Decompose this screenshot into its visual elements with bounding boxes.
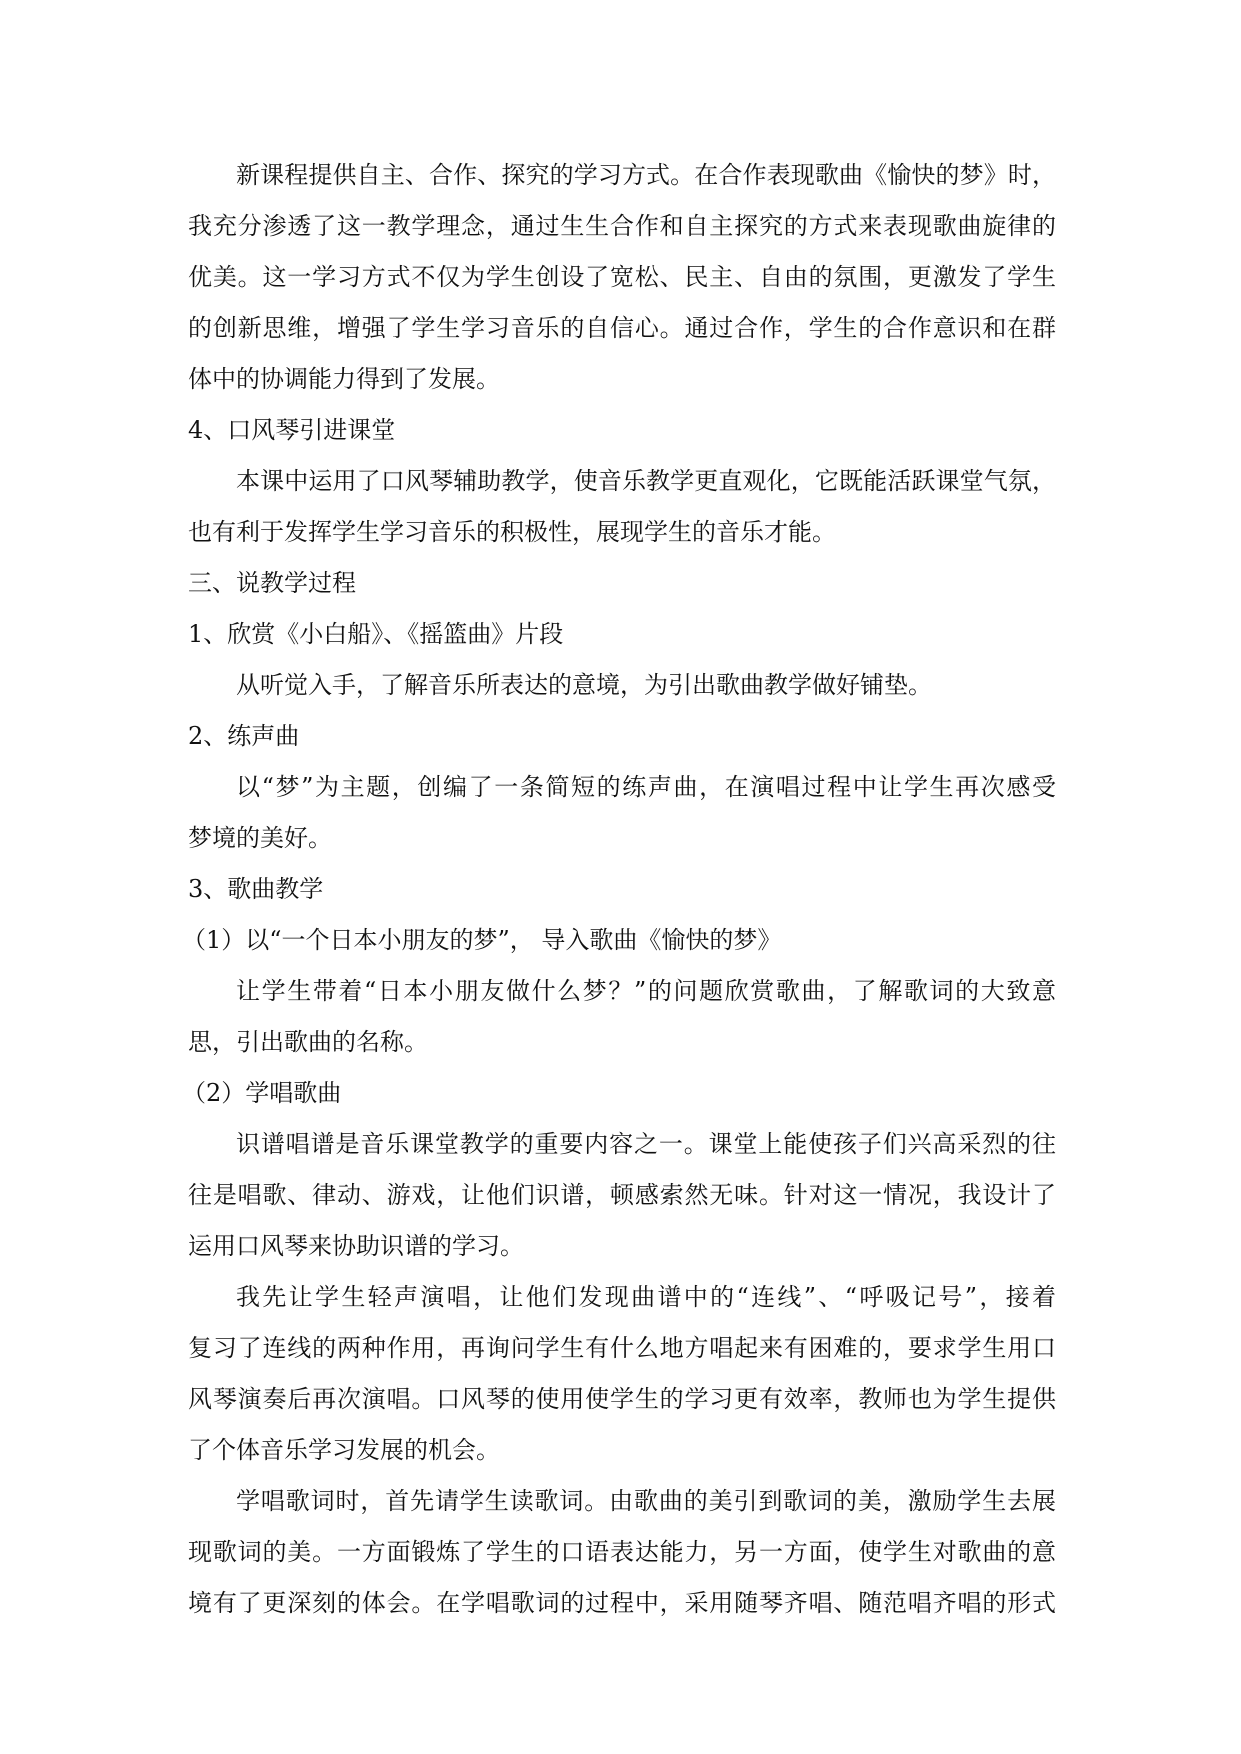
text-line: 新课程提供自主、合作、探究的学习方式。在合作表现歌曲《愉快的梦》时， <box>236 161 1056 189</box>
heading-harmonica: 4、口风琴引进课堂 <box>188 416 396 444</box>
text-line: 的创新思维，增强了学生学习音乐的自信心。通过合作，学生的合作意识和在群 <box>188 314 1056 342</box>
heading-song-teaching: 3、歌曲教学 <box>188 875 324 903</box>
text-line: 往是唱歌、律动、游戏，让他们识谱，顿感索然无味。针对这一情况，我设计了 <box>188 1181 1056 1209</box>
text-line: 也有利于发挥学生学习音乐的积极性，展现学生的音乐才能。 <box>188 518 836 546</box>
text-line: 风琴演奏后再次演唱。口风琴的使用使学生的学习更有效率，教师也为学生提供 <box>188 1385 1056 1413</box>
paragraph-cooperation <box>188 150 1056 405</box>
section-heading-teaching-process: 三、说教学过程 <box>188 569 356 597</box>
paragraph-vocal-exercise <box>188 762 1056 864</box>
text-line: 运用口风琴来协助识谱的学习。 <box>188 1232 524 1260</box>
paragraph-sight-reading <box>188 1119 1056 1272</box>
text-line: 体中的协调能力得到了发展。 <box>188 365 500 393</box>
subheading-learn-song: （2）学唱歌曲 <box>182 1079 342 1107</box>
heading-appreciation: 1、欣赏《小白船》、《摇篮曲》片段 <box>188 620 564 648</box>
text-line: 从听觉入手，了解音乐所表达的意境，为引出歌曲教学做好铺垫。 <box>236 671 932 699</box>
paragraph-appreciation <box>188 660 1056 711</box>
text-line: 境有了更深刻的体会。在学唱歌词的过程中，采用随琴齐唱、随范唱齐唱的形式 <box>188 1589 1056 1617</box>
heading-vocal-exercise: 2、练声曲 <box>188 722 300 750</box>
subheading-introduction: （1）以“一个日本小朋友的梦”， 导入歌曲《愉快的梦》 <box>182 926 782 954</box>
text-line: 复习了连线的两种作用，再询问学生有什么地方唱起来有困难的，要求学生用口 <box>188 1334 1056 1362</box>
text-line: 了个体音乐学习发展的机会。 <box>188 1436 500 1464</box>
text-line: 以“梦”为主题，创编了一条简短的练声曲，在演唱过程中让学生再次感受 <box>236 773 1056 801</box>
text-line: 梦境的美好。 <box>188 824 332 852</box>
text-line: 让学生带着“日本小朋友做什么梦？”的问题欣赏歌曲，了解歌词的大致意 <box>236 977 1056 1005</box>
paragraph-introduction <box>188 966 1056 1068</box>
text-line: 思，引出歌曲的名称。 <box>188 1028 428 1056</box>
text-line: 优美。这一学习方式不仅为学生创设了宽松、民主、自由的氛围，更激发了学生 <box>188 263 1056 291</box>
paragraph-soft-singing <box>188 1272 1056 1476</box>
text-line: 我充分渗透了这一教学理念，通过生生合作和自主探究的方式来表现歌曲旋律的 <box>188 212 1056 240</box>
text-line: 我先让学生轻声演唱，让他们发现曲谱中的“连线”、“呼吸记号”，接着 <box>236 1283 1056 1311</box>
text-line: 本课中运用了口风琴辅助教学，使音乐教学更直观化，它既能活跃课堂气氛， <box>236 467 1056 495</box>
paragraph-lyrics <box>188 1476 1056 1629</box>
text-line: 识谱唱谱是音乐课堂教学的重要内容之一。课堂上能使孩子们兴高采烈的往 <box>236 1130 1056 1158</box>
text-line: 学唱歌词时，首先请学生读歌词。由歌曲的美引到歌词的美，激励学生去展 <box>236 1487 1056 1515</box>
text-line: 现歌词的美。一方面锻炼了学生的口语表达能力，另一方面，使学生对歌曲的意 <box>188 1538 1056 1566</box>
paragraph-harmonica <box>188 456 1056 558</box>
